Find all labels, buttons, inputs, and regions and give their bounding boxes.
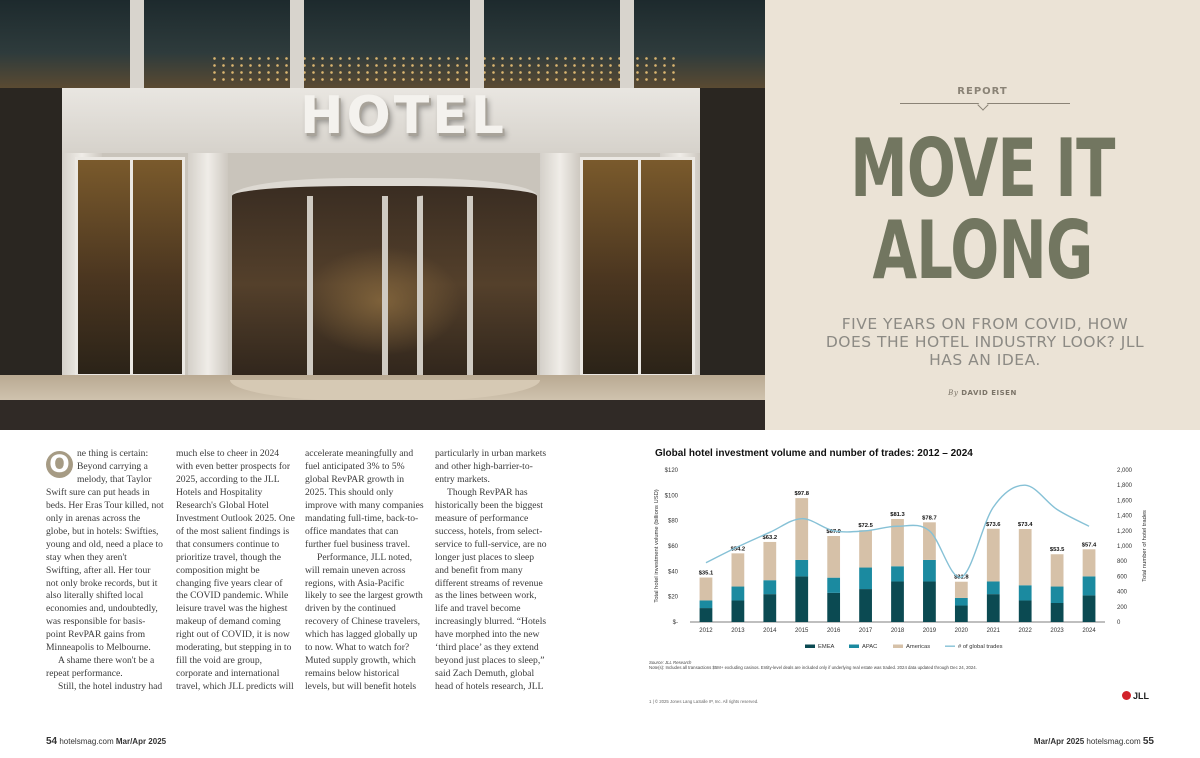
y-tick-label: $20 [667, 594, 678, 601]
deck: FIVE YEARS ON FROM COVID, HOW DOES THE HOTEL INDUSTRY LOOK? JLL HAS AN IDEA. [825, 315, 1145, 369]
legend-swatch-americas [893, 645, 903, 649]
page-number-left: 54 [46, 736, 58, 747]
drop-cap: O [46, 451, 73, 478]
bar-segment-apac [795, 560, 808, 576]
bar-segment-emea [763, 594, 776, 622]
bar-total-label: $63.2 [762, 534, 778, 541]
bar-segment-americas [795, 498, 808, 560]
bar-segment-apac [1083, 576, 1096, 595]
y-tick-label: $80 [667, 518, 678, 525]
legend-swatch-apac [849, 645, 859, 649]
y-tick-label: $100 [664, 493, 678, 500]
article-paragraph-part: Performance, JLL noted, will remain uneven across regions, with Asia-Pacific likely to see the largest growth driven by the continued recovery of Chinese travelers, which has lagged globally up to now. What to watch for? Muted supply growth, which remains below historical levels, but will benefit hotels [305, 551, 423, 693]
bar-total-label: $73.4 [1017, 522, 1033, 529]
bar-segment-apac [827, 578, 840, 593]
x-tick-label: 2023 [1050, 628, 1064, 634]
headline-line-2: ALONG [872, 204, 1093, 297]
jll-logo-mark [1122, 691, 1131, 700]
legend-label: APAC [862, 644, 878, 650]
x-tick-label: 2013 [731, 628, 745, 634]
bar-segment-apac [1019, 585, 1032, 600]
bar-total-label: $78.7 [922, 515, 937, 522]
bar-total-label: $57.4 [1081, 542, 1097, 549]
x-tick-label: 2017 [858, 628, 873, 634]
bar-total-label: $54.2 [730, 546, 746, 553]
legend-swatch-emea [805, 645, 815, 649]
bar-segment-americas [1083, 549, 1096, 576]
article-paragraph-part: much else to cheer in 2024 with even better prospects for 2025, according to the JLL Hotels and Hospitality Research's Global Hotel Investment Outlook 2025. One of the most salient findings is that consumers continue to prioritize travel, though the composition might be changing five years clear of the COVID pandemic. While leisure travel was the highest makeup of demand coming right out of COVID, it is now moderating, but stepping in to fill the void are group, corporate and international travel, which JLL predicts will [176, 448, 295, 693]
headline [826, 122, 1139, 297]
article-paragraph-part: Though RevPAR has historically been the biggest measure of performance success, hotels, from select-service to full-service, are no longer just places to sleep and benefit from many different streams of revenue as the lines between work, life and travel become increasingly blurred. “Hotels have morphed into the new ‘third place’ as they extend beyond just places to sleep,” said Zach Demuth, global head of hotels research, JLL [435, 486, 547, 693]
legend-label: Americas [906, 644, 931, 650]
y-tick-label: $40 [667, 569, 678, 576]
chart-copyright: 1 | © 2025 Jones Lang LaSalle IP, Inc. All rights reserved. [649, 699, 759, 704]
bar-segment-emea [955, 606, 968, 622]
folio-left: 54 hotelsmag.com Mar/Apr 2025 [46, 736, 167, 747]
section-kicker: REPORT [957, 86, 1008, 97]
x-tick-label: 2016 [826, 628, 841, 634]
bar-segment-apac [891, 566, 904, 581]
x-tick-label: 2019 [922, 628, 937, 634]
y2-tick-label: 1,600 [1117, 498, 1133, 505]
left-glass-door [75, 157, 185, 377]
x-tick-label: 2022 [1018, 628, 1032, 634]
jll-logo [1122, 691, 1149, 701]
bar-total-label: $72.5 [858, 523, 873, 530]
y2-tick-label: 1,200 [1117, 528, 1133, 535]
y2-tick-label: 800 [1117, 559, 1128, 566]
article-paragraph-part: Still, the hotel industry had [58, 681, 163, 693]
y-tick-label: $- [672, 620, 678, 626]
chart-title: Global hotel investment volume and number of trades: 2012 – 2024 [655, 448, 973, 459]
y2-tick-label: 600 [1117, 574, 1128, 581]
title-panel [765, 0, 1200, 430]
bar-total-label: $35.1 [698, 570, 714, 577]
revolving-door [232, 178, 537, 383]
chart-source: Source: JLL Research [649, 660, 692, 665]
bar-segment-emea [1051, 603, 1064, 622]
bar-segment-americas [987, 529, 1000, 582]
bar-total-label: $67.9 [826, 528, 841, 535]
y-tick-label: $120 [664, 468, 678, 474]
bar-segment-emea [827, 593, 840, 622]
article-paragraph: A shame there won't be a repeat performance. [46, 655, 155, 680]
article-column-3 [305, 448, 425, 694]
y-axis-label: Total hotel investment volume (billions USD) [654, 489, 660, 603]
page-number-right: 55 [1142, 736, 1154, 747]
bar-segment-emea [795, 576, 808, 622]
kicker-notch [977, 99, 988, 110]
y2-tick-label: 1,400 [1117, 513, 1133, 520]
byline [765, 389, 1200, 397]
bar-total-label: $73.6 [986, 521, 1001, 528]
article-column-2 [176, 448, 296, 694]
investment-chart [645, 462, 1165, 660]
y2-tick-label: 400 [1117, 589, 1128, 596]
bar-segment-americas [1019, 529, 1032, 585]
headline-line-1: MOVE IT [850, 122, 1115, 215]
article-paragraph-part: particularly in urban markets and other high-barrier-to-entry markets. [435, 448, 547, 485]
y-tick-label: $60 [667, 544, 678, 550]
y2-tick-label: 0 [1117, 620, 1121, 626]
bar-segment-americas [1051, 554, 1064, 586]
article-paragraph-part: accelerate meaningfully and fuel anticipated 3% to 5% global RevPAR growth in 2025. This should only improve with many companies mandating full-time, back-to-office mandates that can further fuel business travel. [305, 448, 424, 550]
folio-right: Mar/Apr 2025 hotelsmag.com 55 [1033, 736, 1154, 747]
right-glass-door [580, 157, 695, 377]
bar-total-label: $97.8 [794, 491, 809, 498]
hotel-entrance-photo [0, 0, 765, 430]
article-paragraph: O ne thing is certain: Beyond carrying a melody, that Taylor Swift sure can put heads in beds. Her Eras Tour killed, not only in arenas across the globe, but in hotels: Swifties, young and old, need a place to stay when they aren't Swifting, after all. Her tour not only broke records, but it also literally shifted local economies and, undoubtedly, was responsible for basis-point RevPAR gains from Minneapolis to Melbourne. [46, 448, 164, 654]
bar-segment-apac [923, 560, 936, 582]
sidewalk [0, 400, 765, 430]
article-column-1 [46, 448, 164, 694]
x-tick-label: 2012 [699, 628, 713, 634]
chart-source-notes [649, 660, 977, 670]
bar-segment-emea [891, 581, 904, 622]
x-tick-label: 2021 [986, 628, 1000, 634]
bar-segment-americas [955, 582, 968, 598]
bar-segment-americas [732, 553, 745, 586]
x-tick-label: 2014 [763, 628, 777, 634]
legend-label: EMEA [818, 644, 835, 650]
bar-segment-apac [987, 581, 1000, 594]
bar-segment-emea [987, 594, 1000, 622]
bar-segment-emea [1083, 595, 1096, 622]
bar-segment-apac [763, 580, 776, 594]
y2-axis-label: Total number of hotel trades [1142, 510, 1148, 582]
y2-tick-label: 1,800 [1117, 483, 1133, 490]
bar-segment-americas [763, 542, 776, 580]
article-column-4 [435, 448, 548, 694]
bar-total-label: $31.8 [954, 574, 969, 581]
y2-tick-label: 200 [1117, 604, 1128, 611]
bar-segment-emea [923, 581, 936, 622]
byline-name: DAVID EISEN [961, 389, 1017, 397]
bar-segment-emea [700, 608, 713, 622]
bar-segment-americas [827, 536, 840, 578]
x-tick-label: 2015 [795, 628, 809, 634]
y2-tick-label: 1,000 [1117, 544, 1133, 550]
bar-segment-americas [700, 578, 713, 601]
x-tick-label: 2020 [954, 628, 969, 634]
bar-total-label: $53.5 [1049, 547, 1065, 554]
byline-prefix: By [948, 389, 959, 397]
legend-label: # of global trades [958, 644, 1003, 650]
bar-segment-apac [955, 598, 968, 606]
bar-segment-apac [700, 600, 713, 608]
bar-segment-apac [732, 587, 745, 601]
chart-notes: Note(s): Includes all transactions $5M+ excluding casinos. Entity-level deals are included only if underlying real estate was traded. 2024 data updated through Dec 24, 2024. [649, 665, 977, 671]
jll-logo-text: JLL [1133, 691, 1150, 701]
bar-segment-apac [859, 568, 872, 590]
x-tick-label: 2018 [890, 628, 905, 634]
x-tick-label: 2024 [1082, 628, 1096, 634]
bar-total-label: $81.3 [890, 512, 905, 519]
lobby-chandelier-lights [210, 55, 680, 85]
hotel-sign: HOTEL [300, 86, 507, 146]
bar-segment-apac [1051, 587, 1064, 603]
article-paragraph [46, 681, 164, 694]
bar-segment-emea [1019, 600, 1032, 622]
bar-segment-emea [859, 589, 872, 622]
bar-segment-americas [859, 530, 872, 567]
bar-segment-emea [732, 600, 745, 622]
y2-tick-label: 2,000 [1117, 468, 1133, 474]
